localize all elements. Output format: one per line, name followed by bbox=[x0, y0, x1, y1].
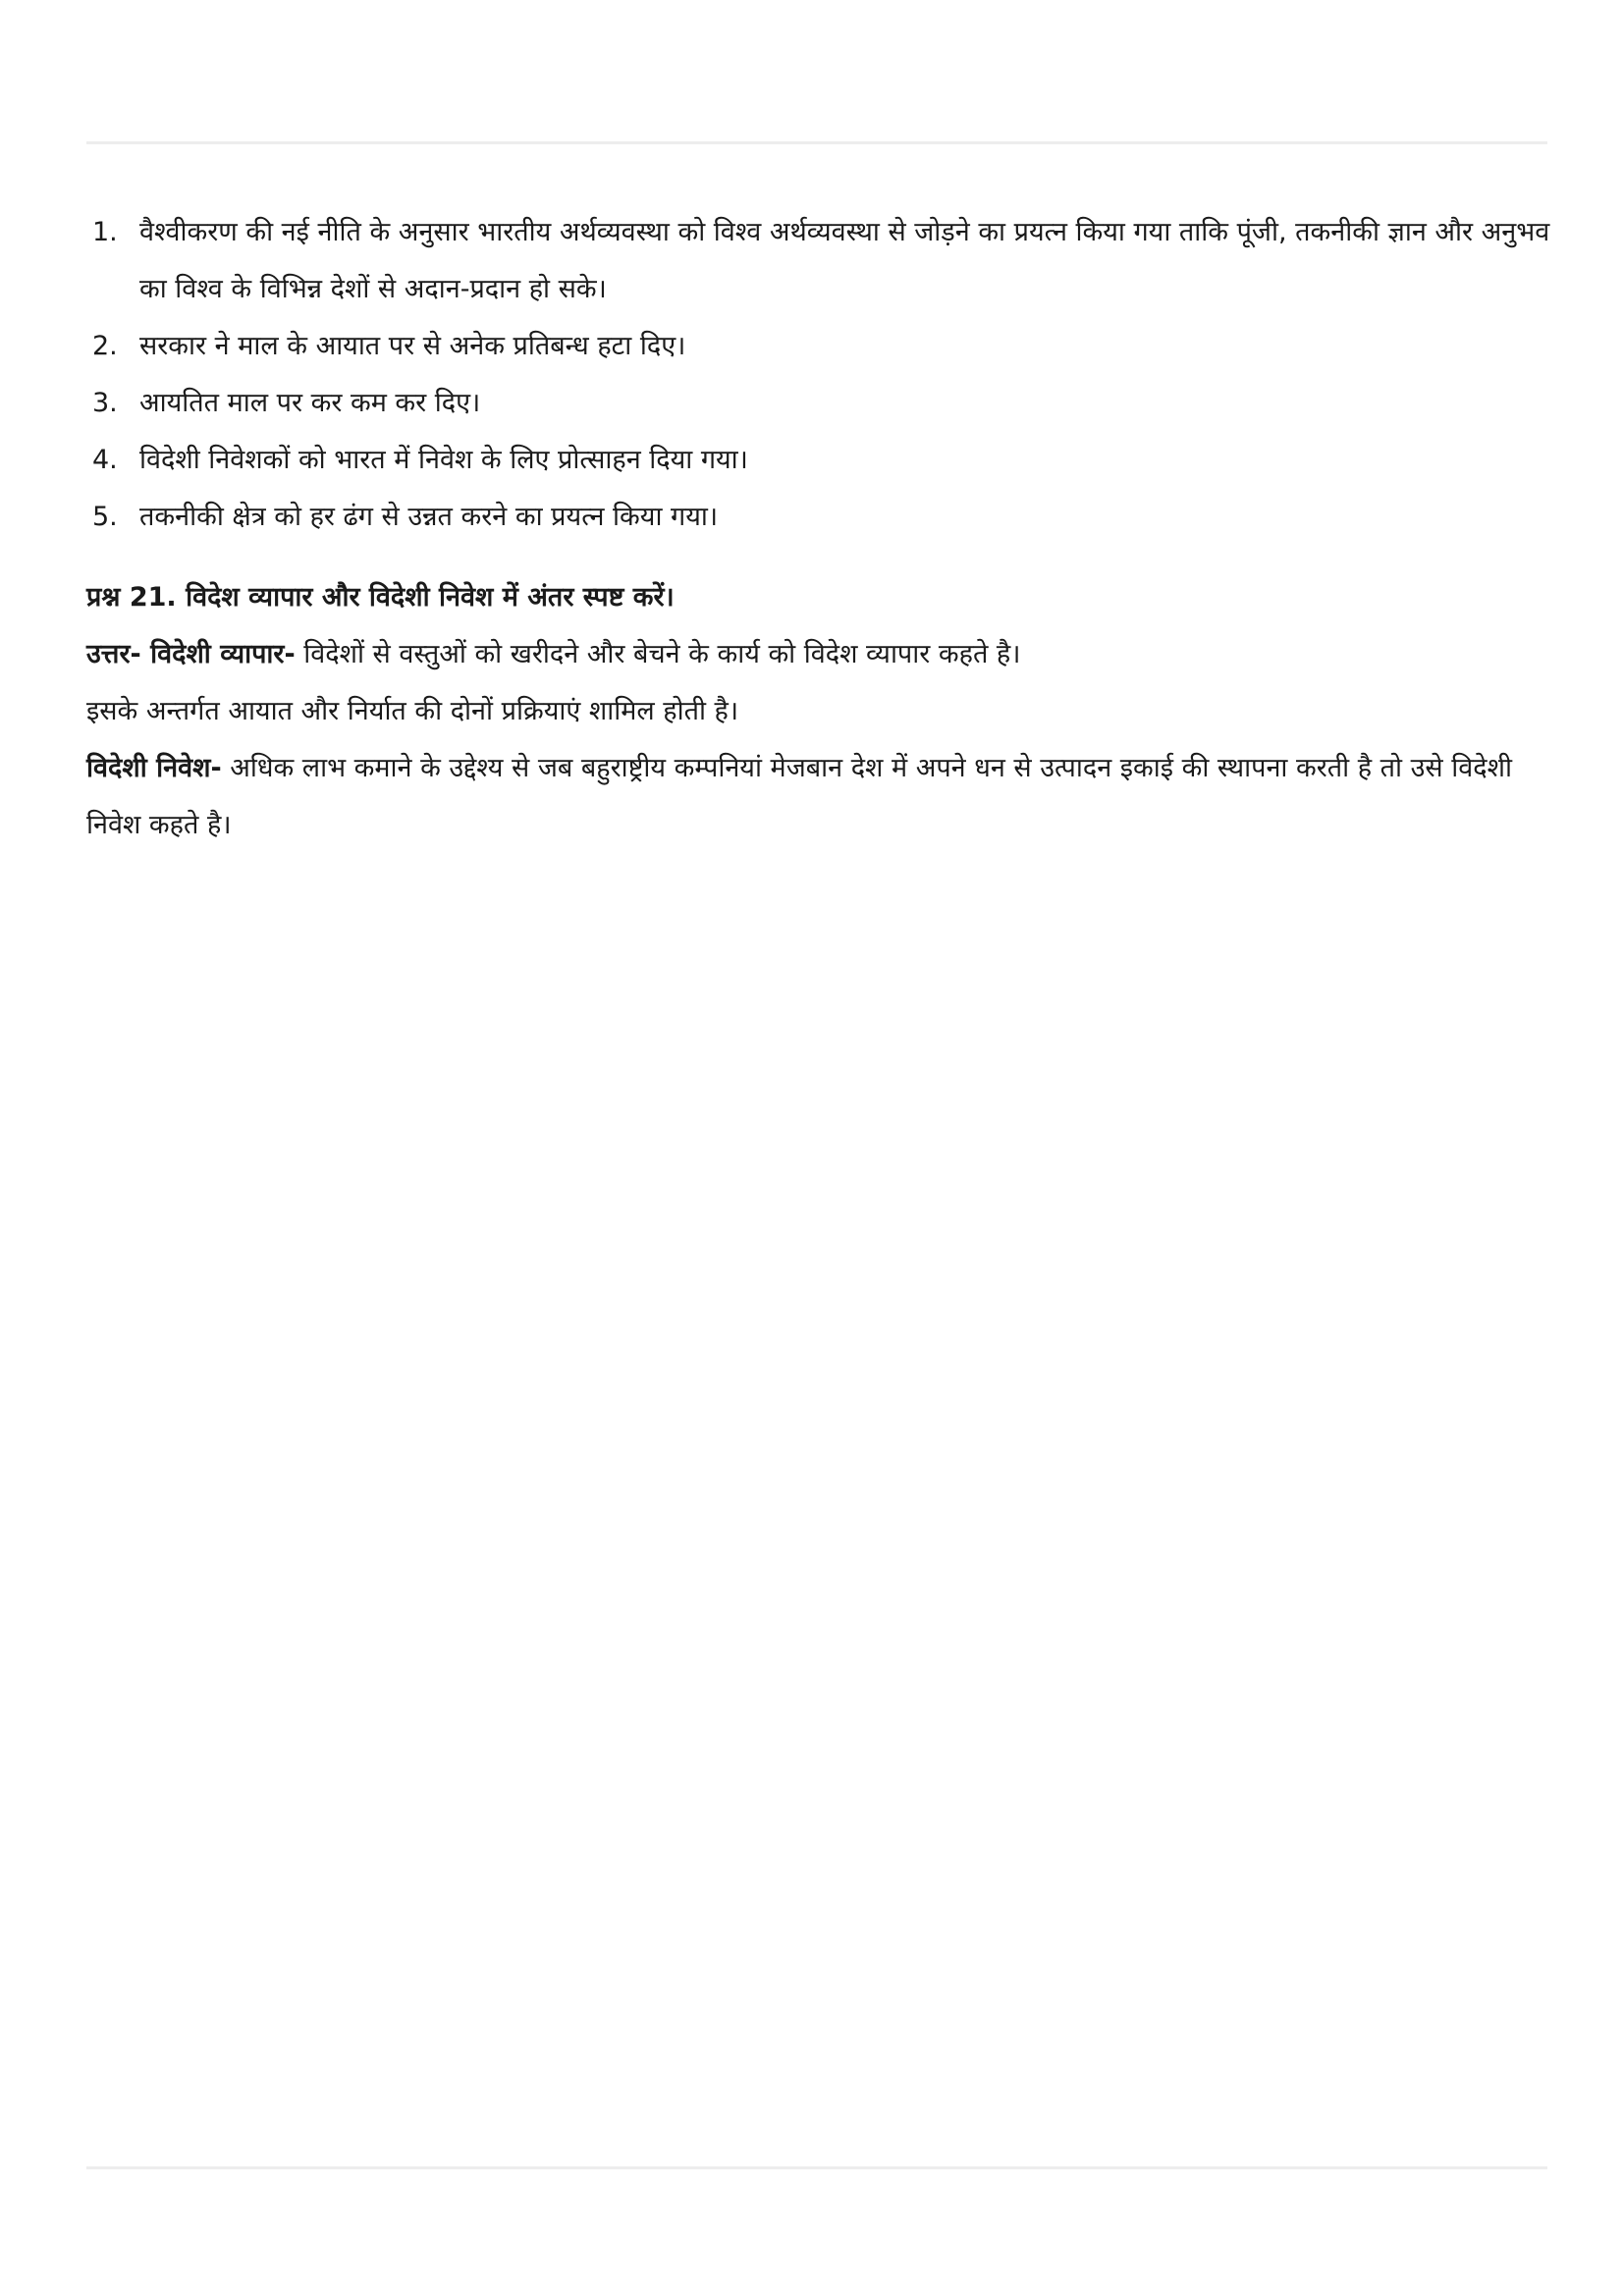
list-text: सरकार ने माल के आयात पर से अनेक प्रतिबन्ध हटा दिए। bbox=[139, 331, 686, 361]
list-number: 4. bbox=[92, 445, 118, 475]
list-text: विदेशी निवेशकों को भारत में निवेश के लिए प्रोत्साहन दिया गया। bbox=[139, 445, 748, 475]
investment-label: विदेशी निवेश- bbox=[86, 753, 222, 783]
answer-paragraph-2: इसके अन्तर्गत आयात और निर्यात की दोनों प्रक्रियाएं शामिल होती है। bbox=[86, 696, 739, 726]
investment-paragraph bbox=[86, 740, 1559, 854]
list-number: 2. bbox=[92, 331, 118, 361]
list-item bbox=[86, 489, 1559, 546]
investment-text: अधिक लाभ कमाने के उद्देश्य से जब बहुराष्ट्रीय कम्पनियां मेजबान देश में अपने धन से उत्पादन इकाई की स्थापना करती है तो उसे विदेशी निवेश कहते है। bbox=[86, 753, 1512, 840]
list-number: 3. bbox=[92, 388, 118, 418]
answer-paragraph bbox=[86, 626, 1559, 683]
list-text: आयतित माल पर कर कम कर दिए। bbox=[139, 388, 481, 418]
list-item bbox=[86, 375, 1559, 432]
bottom-divider bbox=[86, 2166, 1547, 2169]
list-item bbox=[86, 204, 1559, 318]
top-divider bbox=[86, 141, 1547, 144]
answer-label: उत्तर- विदेशी व्यापार- bbox=[86, 639, 296, 669]
list-item bbox=[86, 432, 1559, 489]
list-number: 1. bbox=[92, 217, 118, 247]
list-text: तकनीकी क्षेत्र को हर ढंग से उन्नत करने का प्रयत्न किया गया। bbox=[139, 502, 719, 532]
list-number: 5. bbox=[92, 502, 118, 532]
question-heading: प्रश्न 21. विदेश व्यापार और विदेशी निवेश में अंतर स्पष्ट करें। bbox=[86, 582, 675, 613]
numbered-list bbox=[86, 204, 1559, 546]
document-body bbox=[86, 204, 1559, 854]
answer-text: विदेशों से वस्तुओं को खरीदने और बेचने के कार्य को विदेश व्यापार कहते है। bbox=[295, 639, 1021, 669]
list-text: वैश्वीकरण की नई नीति के अनुसार भारतीय अर्थव्यवस्था को विश्व अर्थव्यवस्था से जोड़ने का प्रयत्न किया गया ताकि पूंजी, तकनीकी ज्ञान और अनुभव का विश्व के विभिन्न देशों से अदान-प्रदान हो सके। bbox=[139, 217, 1550, 304]
list-item bbox=[86, 318, 1559, 375]
